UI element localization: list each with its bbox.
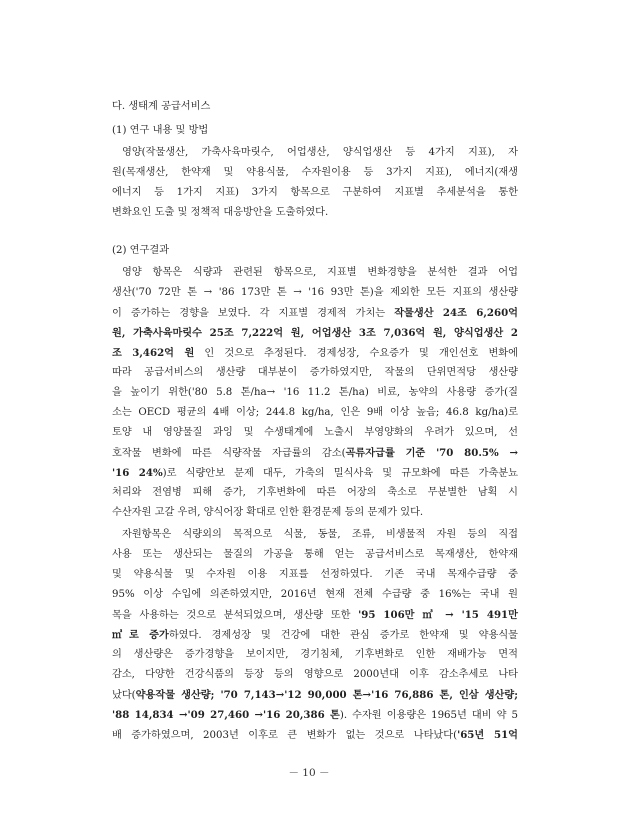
text-line: 생산('70 72만 톤 → '86 173만 톤 → '16 93만 톤)을 제외한 모든 지표의 생산량 (112, 287, 518, 298)
text-line: 감소, 다양한 건강식품의 등장 등의 영향으로 2000년대 이후 감소추세로 나타 (112, 669, 518, 680)
subsection-heading-results: (2) 연구결과 (112, 245, 170, 256)
text-line: 자원항목은 식량외의 목적으로 식물, 동물, 조류, 비생물적 자원 등의 직접 (122, 529, 518, 540)
text-line: 조 3,462억 원 인 것으로 추정된다. 경제성장, 수요증가 및 개인선호 변화에 (112, 347, 518, 359)
text-line: 원(목재생산, 한약재 및 약용식물, 수자원이용 등 3가지 지표), 에너지(재생 (112, 167, 518, 178)
text-line: 95% 이상 수입에 의존하였지만, 2016년 현재 전체 수급량 중 16%는 국내 원 (112, 589, 518, 600)
text-line: 의 생산량은 증가경향을 보이지만, 경기침체, 기후변화로 인한 재배가능 면적 (112, 649, 518, 660)
text-line: '16 24%)로 식량안보 문제 대두, 가축의 밀식사육 및 규모화에 따른 가축분뇨 (112, 467, 518, 479)
text-line: ㎥로 증가하였다. 경제성장 및 건강에 대한 관심 증가로 한약재 및 약용식물 (112, 629, 519, 641)
text-line: '88 14,834 →'09 27,460 →'16 20,386 톤). 수자원 이용량은 1965년 대비 약 5 (112, 709, 518, 721)
text-line: 에너지 등 1가지 지표) 3가지 항목으로 구분하여 지표별 추세분석을 통한 (112, 187, 518, 198)
text-line: 소는 OECD 평균의 4배 이상; 244.8 kg/ha, 인은 9배 이상 높음; 46.8 kg/ha)로 (112, 407, 518, 418)
text-line: 영양(작물생산, 가축사육마릿수, 어업생산, 양식업생산 등 4가지 지표), 자 (122, 147, 518, 158)
text-line: 토양 내 영양물질 과잉 및 수생태계에 노출시 부영양화의 우려가 있으며, 선 (112, 427, 518, 438)
subsection-heading-method: (1) 연구 내용 및 방법 (112, 125, 209, 136)
text-line: 배 증가하였으며, 2003년 이후로 큰 변화가 없는 것으로 나타났다('65년 51억 (112, 729, 519, 741)
text-line: 영양 항목은 식량과 관련된 항목으로, 지표별 변화경향을 분석한 결과 어업 (122, 267, 518, 278)
text-line: 호작물 변화에 따른 식량작물 자급률의 감소(곡류자급률 기준 '70 80.5% → (112, 447, 518, 459)
text-line: 사용 또는 생산되는 물질의 가공을 통해 얻는 공급서비스로 목재생산, 한약재 (112, 549, 518, 560)
text-line: 및 약용식물 및 수자원 이용 지표를 선정하였다. 기존 국내 목재수급량 중 (112, 569, 518, 580)
text-line: 을 높이기 위한('80 5.8 톤/ha→ '16 11.2 톤/ha) 비료, 농약의 사용량 증가(질 (112, 387, 518, 398)
text-line: 목을 사용하는 것으로 분석되었으며, 생산량 또한 '95 106만 ㎥ → '15 491만 (112, 609, 518, 621)
text-line: 변화요인 도출 및 정책적 대응방안을 도출하였다. (112, 207, 329, 218)
section-title: 다. 생태계 공급서비스 (112, 101, 211, 112)
page-number: － 10 － (288, 767, 330, 779)
text-line: 처리와 전염병 피해 증가, 기후변화에 따른 어장의 축소로 무분별한 남획 시 (112, 487, 518, 498)
text-line: 따라 공급서비스의 생산량 대부분이 증가하였지만, 작물의 단위면적당 생산량 (112, 367, 518, 378)
text-line: 났다(약용작물 생산량; '70 7,143→'12 90,000 톤→'16 76,886 톤, 인삼 생산량; (112, 689, 518, 701)
text-line: 이 증가하는 경향을 보였다. 각 지표별 경제적 가치는 작물생산 24조 6,260억 (112, 307, 518, 319)
text-line: 원, 가축사육마릿수 25조 7,222억 원, 어업생산 3조 7,036억 원, 양식업생산 2 (112, 327, 518, 339)
text-line: 수산자원 고갈 우려, 양식어장 확대로 인한 환경문제 등의 문제가 있다. (112, 507, 424, 518)
